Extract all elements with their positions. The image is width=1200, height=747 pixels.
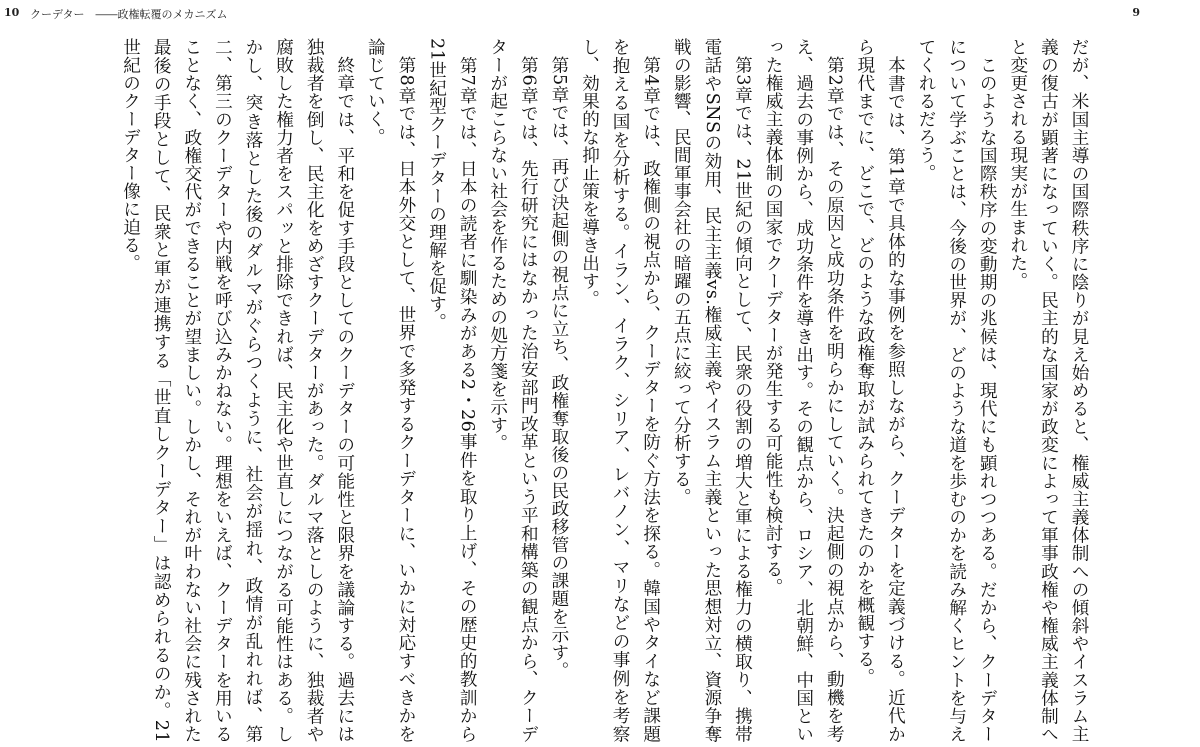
paragraph-10: 第8章では、日本外交として、世界で多発するクーデターに、いかに対応すべきかを論じていく。: [365, 38, 416, 743]
page-header: [0, 4, 1200, 22]
running-head: クーデター ――政権転覆のメカニズム: [30, 8, 228, 21]
paragraph-9: 第7章では、日本の読者に馴染みがある2・26事件を取り上げ、その歴史的教訓から21世紀型クーデターの理解を促す。: [426, 38, 478, 743]
paragraph-3: 本書では、第1章で具体的な事例を参照しながら、クーデターを定義づける。近代から現代までに、どこで、どのような政権奪取が試みられてきたのかを概観する。: [854, 38, 906, 743]
paragraph-1: だが、米国主導の国際秩序に陰りが見え始めると、権威主義体制への傾斜やイスラム主義の復古が顕著になっていく。民主的な国家が政変によって軍事政権や権威主義体制へと変更される現実が生まれた。: [1007, 38, 1089, 743]
paragraph-5: 第3章では、21世紀の傾向として、民衆の役割の増大と軍による権力の横取り、携帯電話やSNSの効用、民主主義vs.権威主義やイスラム主義といった思想対立、資源争奪戦の影響、民間軍事会社の暗躍の五点に絞って分析する。: [671, 38, 753, 743]
paragraph-6: 第4章では、政権側の視点から、クーデターを防ぐ方法を探る。韓国やタイなど課題を抱える国を分析する。イラン、イラク、シリア、レバノン、マリなどの事例を考察し、効果的な抑止策を導き出す。: [579, 38, 661, 743]
page-number-left: 10: [4, 6, 20, 19]
paragraph-2: このような国際秩序の変動期の兆候は、現代にも顕れつつある。だから、クーデターについて学ぶことは、今後の世界が、どのような道を歩むのかを読み解くヒントを与えてくれるだろう。: [916, 38, 998, 743]
paragraph-4: 第2章では、その原因と成功条件を明らかにしていく。決起側の視点から、動機を考え、過去の事例から、成功条件を導き出す。その観点から、ロシア、北朝鮮、中国といった権威主義体制の国家でクーデターが発生する可能性も検討する。: [763, 38, 845, 743]
page-number-right: 9: [1132, 6, 1140, 19]
paragraph-8: 第6章では、先行研究にはなかった治安部門改革という平和構築の観点から、クーデターが起こらない社会を作るための処方箋を示す。: [487, 38, 539, 743]
paragraph-11: 終章では、平和を促す手段としてのクーデターの可能性と限界を議論する。過去には独裁者を倒し、民主化をめざすクーデターがあった。ダルマ落としのように、独裁者や腐敗した権力者をスパッと排除できれば、民主化や世直しにつながる可能性はある。しかし、突き落とした後のダルマがぐらつくように、社会が揺れ、政情が乱れれば、第二、第三のクーデターや内戦を呼び込みかねない。理想をいえば、クーデターを用いることなく、政権交代ができることが望ましい。しかし、それが叶わない社会に残された最後の手段として、民衆と軍が連携する「世直しクーデター」は認められるのか。21世紀のクーデター像に迫る。: [120, 38, 355, 743]
paragraph-7: 第5章では、再び決起側の視点に立ち、政権奪取後の民政移管の課題を示す。: [548, 38, 569, 680]
vertical-body-text: [120, 38, 1094, 743]
